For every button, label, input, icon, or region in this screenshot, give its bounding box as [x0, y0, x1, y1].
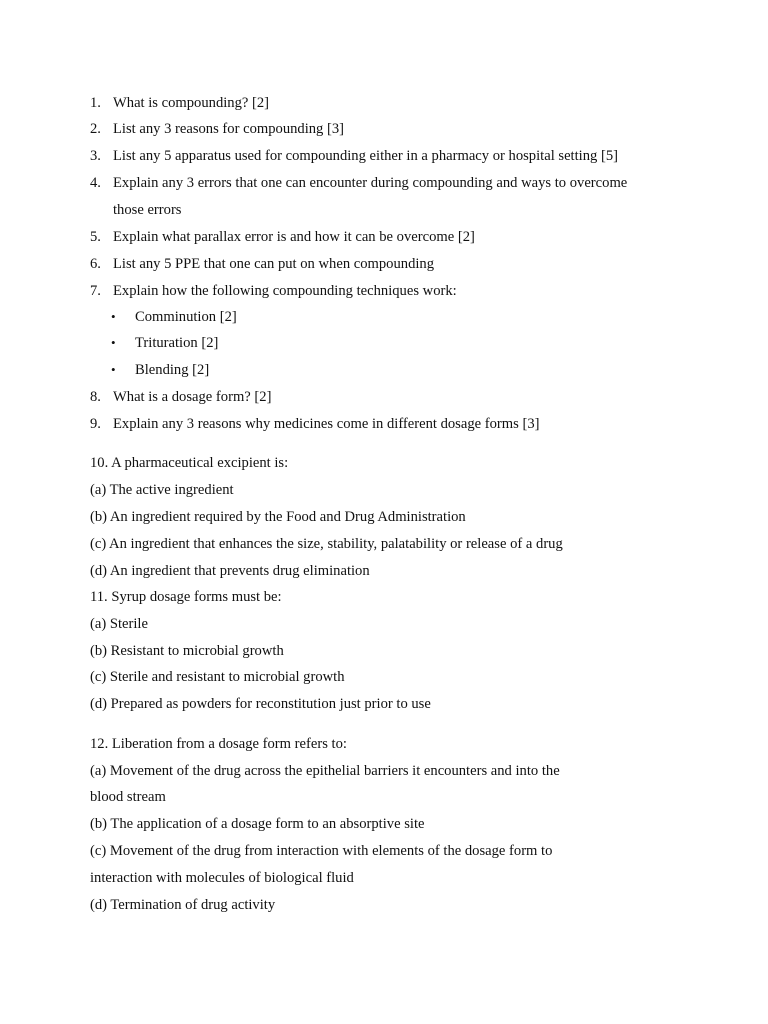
- mcq-option-continuation: interaction with molecules of biological fluid: [90, 870, 354, 886]
- mcq-option: (d) An ingredient that prevents drug elimination: [90, 563, 370, 579]
- bullet-icon: •: [111, 309, 116, 324]
- mcq-option: (a) Movement of the drug across the epithelial barriers it encounters and into the: [90, 763, 560, 779]
- bullet-icon: •: [111, 335, 116, 350]
- question-number: 6.: [90, 256, 101, 272]
- technique-text: Blending [2]: [135, 362, 210, 378]
- mcq-option: (c) An ingredient that enhances the size, stability, palatability or release of a drug: [90, 536, 563, 552]
- question-number: 8.: [90, 389, 101, 405]
- mcq-option: (b) Resistant to microbial growth: [90, 643, 284, 659]
- question-number: 2.: [90, 121, 101, 137]
- question-number: 3.: [90, 148, 101, 164]
- question-text: Explain what parallax error is and how it can be overcome [2]: [113, 229, 475, 245]
- mcq-option: (c) Movement of the drug from interaction with elements of the dosage form to: [90, 843, 553, 859]
- technique-text: Comminution [2]: [135, 309, 237, 325]
- mcq-question: 10. A pharmaceutical excipient is:: [90, 455, 289, 471]
- question-text-continuation: those errors: [113, 202, 182, 218]
- question-text: List any 3 reasons for compounding [3]: [113, 121, 345, 137]
- question-text: Explain any 3 errors that one can encounter during compounding and ways to overcome: [113, 175, 628, 191]
- question-number: 9.: [90, 416, 101, 432]
- question-number: 1.: [90, 95, 101, 111]
- mcq-option: (d) Termination of drug activity: [90, 897, 276, 913]
- bullet-icon: •: [111, 362, 116, 377]
- question-text: Explain any 3 reasons why medicines come in different dosage forms [3]: [113, 416, 540, 432]
- mcq-question: 12. Liberation from a dosage form refers to:: [90, 736, 347, 752]
- mcq-option-continuation: blood stream: [90, 789, 166, 805]
- question-text: What is compounding? [2]: [113, 95, 270, 111]
- mcq-option: (d) Prepared as powders for reconstitution just prior to use: [90, 696, 431, 712]
- question-text: List any 5 apparatus used for compounding either in a pharmacy or hospital setting [5]: [113, 148, 618, 164]
- question-text: List any 5 PPE that one can put on when compounding: [113, 256, 435, 272]
- mcq-option: (b) The application of a dosage form to an absorptive site: [90, 816, 425, 832]
- question-text: What is a dosage form? [2]: [113, 389, 272, 405]
- question-number: 5.: [90, 229, 101, 245]
- mcq-option: (b) An ingredient required by the Food and Drug Administration: [90, 509, 466, 525]
- question-number: 4.: [90, 175, 101, 191]
- mcq-option: (a) Sterile: [90, 616, 148, 632]
- technique-text: Trituration [2]: [135, 335, 219, 351]
- question-text: Explain how the following compounding techniques work:: [113, 283, 457, 299]
- mcq-question: 11. Syrup dosage forms must be:: [90, 589, 282, 605]
- mcq-option: (c) Sterile and resistant to microbial growth: [90, 669, 345, 685]
- mcq-option: (a) The active ingredient: [90, 482, 234, 498]
- question-number: 7.: [90, 283, 101, 299]
